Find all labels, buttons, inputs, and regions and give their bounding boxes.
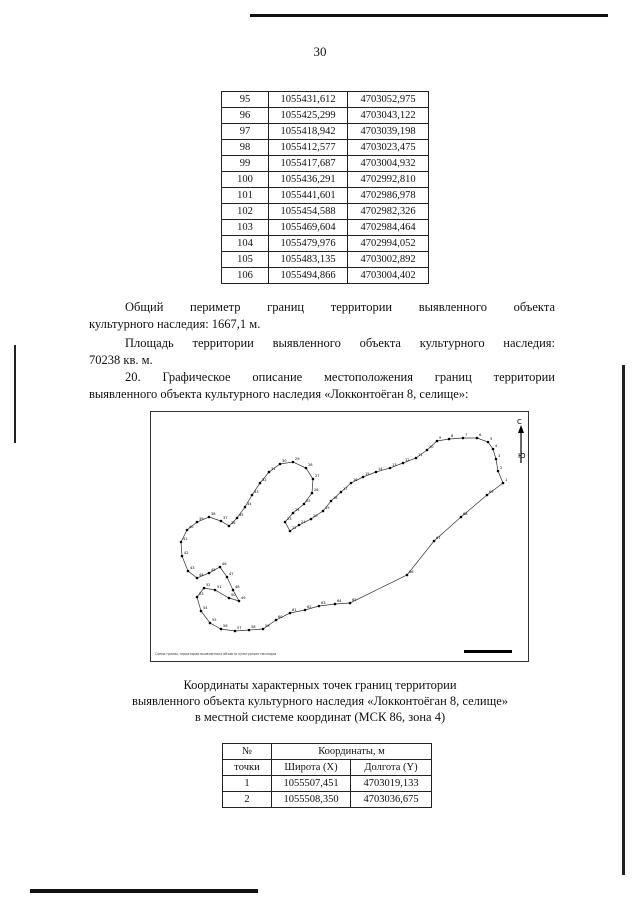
point-number-cell: 1 — [223, 776, 272, 792]
x-coordinate-cell: 1055417,687 — [269, 156, 348, 172]
boundary-point-label: 27 — [315, 474, 320, 478]
boundary-point — [275, 619, 278, 622]
boundary-point-label: 12 — [405, 458, 410, 462]
boundary-polygon — [181, 438, 503, 631]
coordinates-caption — [0, 677, 640, 725]
graphic-line-1: 20. Графическое описание местоположения границ территории — [125, 370, 555, 384]
boundary-point-label: 66 — [409, 570, 414, 574]
boundary-point — [203, 587, 206, 590]
boundary-point-label: 33 — [254, 490, 259, 494]
boundary-point-label: 30 — [282, 459, 287, 463]
table-row — [223, 776, 432, 792]
boundary-point — [304, 609, 307, 612]
perimeter-line-1: Общий периметр границ территории выявленного объекта — [125, 300, 555, 314]
map-footer-note: Схема границ территории выявленного объекта культурного наследия — [155, 652, 277, 656]
boundary-point — [262, 628, 265, 631]
boundary-point — [402, 462, 405, 465]
y-coordinate-cell: 4702982,326 — [348, 204, 429, 220]
boundary-point-label: 61 — [292, 608, 297, 612]
boundary-point — [219, 566, 222, 569]
x-coordinate-cell: 1055425,299 — [269, 108, 348, 124]
boundary-map-svg — [151, 412, 528, 661]
boundary-point — [362, 476, 365, 479]
boundary-point-label: 5 — [490, 437, 493, 441]
boundary-point — [492, 448, 495, 451]
y-coordinate-cell: 4702986,978 — [348, 188, 429, 204]
point-number-cell: 100 — [222, 172, 269, 188]
north-label: С — [517, 418, 522, 426]
y-coordinate-cell: 4703019,133 — [351, 776, 432, 792]
boundary-point — [502, 482, 505, 485]
x-coordinate-cell: 1055479,976 — [269, 236, 348, 252]
scale-bar — [464, 650, 512, 653]
table-row — [222, 156, 429, 172]
boundary-point — [289, 612, 292, 615]
x-coordinate-cell: 1055507,451 — [272, 776, 351, 792]
area-paragraph — [89, 335, 555, 369]
header-x: Широта (X) — [272, 760, 351, 776]
boundary-point-label: 8 — [451, 434, 454, 438]
boundary-point — [208, 572, 211, 575]
boundary-point — [322, 510, 325, 513]
boundary-point — [495, 458, 498, 461]
point-number-cell: 95 — [222, 92, 269, 108]
x-coordinate-cell: 1055483,135 — [269, 252, 348, 268]
boundary-point-label: 48 — [235, 585, 240, 589]
boundary-point — [415, 457, 418, 460]
area-line-2: 70238 кв. м. — [89, 353, 153, 367]
boundary-point — [406, 574, 409, 577]
point-number-cell: 97 — [222, 124, 269, 140]
boundary-point-label: 68 — [463, 512, 468, 516]
boundary-point — [310, 518, 313, 521]
perimeter-line-2: культурного наследия: 1667,1 м. — [89, 317, 261, 331]
boundary-point — [497, 470, 500, 473]
boundary-point-label: 37 — [223, 516, 228, 520]
boundary-point — [375, 471, 378, 474]
boundary-point — [228, 597, 231, 600]
point-number-cell: 104 — [222, 236, 269, 252]
boundary-point-label: 41 — [183, 537, 188, 541]
table-row — [222, 188, 429, 204]
x-coordinate-cell: 1055454,588 — [269, 204, 348, 220]
point-number-cell: 103 — [222, 220, 269, 236]
point-number-cell: 2 — [223, 792, 272, 808]
boundary-point — [220, 628, 223, 631]
boundary-point — [244, 506, 247, 509]
boundary-point — [226, 576, 229, 579]
boundary-point-label: 36 — [231, 521, 236, 525]
y-coordinate-cell: 4703039,198 — [348, 124, 429, 140]
boundary-point — [292, 461, 295, 464]
boundary-point-label: 1 — [505, 478, 508, 482]
table-row — [222, 252, 429, 268]
header-y: Долгота (Y) — [351, 760, 432, 776]
boundary-point-label: 34 — [247, 502, 252, 506]
boundary-point — [426, 449, 429, 452]
bottom-rule — [30, 889, 258, 893]
boundary-point — [311, 492, 314, 495]
boundary-point — [460, 516, 463, 519]
boundary-point — [279, 463, 282, 466]
boundary-point-label: 42 — [184, 551, 189, 555]
boundary-point-label: 35 — [239, 513, 244, 517]
boundary-map — [150, 411, 529, 662]
boundary-point-label: 57 — [237, 626, 242, 630]
perimeter-paragraph — [89, 299, 555, 333]
x-coordinate-cell: 1055418,942 — [269, 124, 348, 140]
boundary-point-label: 58 — [251, 625, 256, 629]
point-number-cell: 96 — [222, 108, 269, 124]
boundary-point — [236, 517, 239, 520]
boundary-point — [349, 602, 352, 605]
boundary-point-label: 44 — [199, 573, 204, 577]
boundary-point-label: 3 — [498, 454, 501, 458]
boundary-point-label: 6 — [479, 433, 482, 437]
x-coordinate-cell: 1055431,612 — [269, 92, 348, 108]
boundary-point — [340, 491, 343, 494]
boundary-point-label: 24 — [295, 508, 300, 512]
boundary-point-label: 4 — [495, 444, 498, 448]
table-row — [222, 140, 429, 156]
table-row — [222, 108, 429, 124]
boundary-point-label: 43 — [190, 566, 195, 570]
page-number: 30 — [313, 44, 327, 59]
boundary-point — [298, 524, 301, 527]
boundary-point — [334, 603, 337, 606]
header-no: № — [223, 744, 272, 760]
boundary-point — [232, 589, 235, 592]
point-number-cell: 106 — [222, 268, 269, 284]
boundary-point-label: 31 — [271, 467, 276, 471]
boundary-point — [389, 467, 392, 470]
boundary-point-label: 19 — [325, 506, 330, 510]
boundary-point-label: 17 — [343, 487, 348, 491]
boundary-point-label: 18 — [333, 496, 338, 500]
graphic-line-2: выявленного объекта культурного наследия «Локконтоёган 8, селище»: — [89, 387, 469, 401]
table-row — [222, 172, 429, 188]
graphic-description-paragraph — [89, 369, 555, 403]
boundary-point-label: 63 — [321, 601, 326, 605]
header-coords: Координаты, м — [272, 744, 432, 760]
y-coordinate-cell: 4702984,464 — [348, 220, 429, 236]
boundary-point-label: 2 — [500, 466, 503, 470]
boundary-point — [228, 525, 231, 528]
y-coordinate-cell: 4703002,892 — [348, 252, 429, 268]
boundary-point-label: 21 — [301, 520, 306, 524]
point-number-cell: 99 — [222, 156, 269, 172]
boundary-point — [303, 503, 306, 506]
boundary-point-label: 13 — [392, 463, 397, 467]
area-line-1: Площадь территории выявленного объекта культурного наследия: — [125, 336, 555, 350]
x-coordinate-cell: 1055494,866 — [269, 268, 348, 284]
boundary-point — [208, 516, 211, 519]
boundary-point — [318, 605, 321, 608]
boundary-point-label: 39 — [199, 517, 204, 521]
table-row — [223, 792, 432, 808]
boundary-point-label: 16 — [353, 478, 358, 482]
boundary-point-label: 11 — [418, 453, 423, 457]
boundary-point — [248, 629, 251, 632]
y-coordinate-cell: 4702994,052 — [348, 236, 429, 252]
boundary-point — [476, 437, 479, 440]
y-coordinate-cell: 4703043,122 — [348, 108, 429, 124]
boundary-point — [284, 521, 287, 524]
x-coordinate-cell: 1055412,577 — [269, 140, 348, 156]
boundary-point-label: 62 — [307, 605, 312, 609]
y-coordinate-cell: 4702992,810 — [348, 172, 429, 188]
boundary-point — [268, 471, 271, 474]
boundary-point-label: 65 — [352, 598, 357, 602]
boundary-point-label: 55 — [212, 618, 217, 622]
boundary-point-label: 25 — [306, 499, 311, 503]
boundary-point-label: 40 — [189, 525, 194, 529]
boundary-point-label: 69 — [489, 490, 494, 494]
boundary-point-label: 15 — [365, 472, 370, 476]
left-margin-mark — [14, 345, 16, 443]
table-row — [222, 236, 429, 252]
boundary-point — [448, 438, 451, 441]
boundary-point-label: 20 — [313, 514, 318, 518]
bottom-coordinates-table — [222, 743, 432, 808]
boundary-point — [186, 529, 189, 532]
boundary-point-label: 56 — [223, 624, 228, 628]
y-coordinate-cell: 4703004,402 — [348, 268, 429, 284]
table-row — [222, 268, 429, 284]
caption-line-3: в местной системе координат (МСК 86, зона 4) — [194, 710, 446, 724]
x-coordinate-cell: 1055508,350 — [272, 792, 351, 808]
boundary-point-label: 51 — [217, 585, 222, 589]
top-coordinates-table — [221, 91, 429, 284]
x-coordinate-cell: 1055441,601 — [269, 188, 348, 204]
point-number-cell: 101 — [222, 188, 269, 204]
boundary-point-label: 49 — [241, 596, 246, 600]
boundary-point-label: 14 — [378, 467, 383, 471]
boundary-point — [487, 441, 490, 444]
top-rule — [250, 14, 608, 17]
boundary-point — [187, 570, 190, 573]
y-coordinate-cell: 4703023,475 — [348, 140, 429, 156]
north-arrow-head-icon — [518, 425, 524, 433]
boundary-point-label: 23 — [287, 517, 292, 521]
boundary-point — [462, 437, 465, 440]
caption-line-2: выявленного объекта культурного наследия «Локконтоёган 8, селище» — [131, 694, 509, 708]
y-coordinate-cell: 4703004,932 — [348, 156, 429, 172]
boundary-point — [196, 577, 199, 580]
boundary-point-label: 50 — [231, 593, 236, 597]
boundary-point-label: 54 — [203, 606, 208, 610]
x-coordinate-cell: 1055436,291 — [269, 172, 348, 188]
boundary-point-label: 53 — [199, 592, 204, 596]
x-coordinate-cell: 1055469,604 — [269, 220, 348, 236]
table-row — [222, 204, 429, 220]
boundary-point — [305, 467, 308, 470]
point-number-cell: 98 — [222, 140, 269, 156]
boundary-point — [486, 494, 489, 497]
header-point: точки — [223, 760, 272, 776]
boundary-point-label: 47 — [229, 572, 234, 576]
boundary-point — [214, 589, 217, 592]
table-row — [222, 124, 429, 140]
y-coordinate-cell: 4703036,675 — [351, 792, 432, 808]
boundary-point — [180, 541, 183, 544]
point-number-cell: 105 — [222, 252, 269, 268]
point-number-cell: 102 — [222, 204, 269, 220]
boundary-point-label: 46 — [222, 562, 227, 566]
boundary-point-label: 45 — [211, 568, 216, 572]
boundary-point — [312, 478, 315, 481]
boundary-point-label: 22 — [292, 526, 297, 530]
boundary-point-label: 60 — [278, 615, 283, 619]
boundary-point — [234, 630, 237, 633]
boundary-point — [196, 521, 199, 524]
table-row — [222, 220, 429, 236]
boundary-point — [181, 555, 184, 558]
boundary-point — [220, 520, 223, 523]
boundary-point — [238, 600, 241, 603]
boundary-point-label: 64 — [337, 599, 342, 603]
boundary-point — [330, 500, 333, 503]
boundary-point — [436, 440, 439, 443]
boundary-point-label: 29 — [295, 457, 300, 461]
boundary-point-label: 52 — [206, 583, 211, 587]
boundary-point — [251, 494, 254, 497]
caption-line-1: Координаты характерных точек границ территории — [183, 678, 457, 692]
boundary-point-label: 38 — [211, 512, 216, 516]
boundary-point-label: 67 — [436, 536, 441, 540]
boundary-point-label: 32 — [262, 478, 267, 482]
boundary-point — [200, 610, 203, 613]
boundary-point-label: 28 — [308, 463, 313, 467]
south-label: Ю — [518, 452, 526, 460]
boundary-point — [196, 596, 199, 599]
boundary-point-label: 7 — [465, 433, 468, 437]
boundary-point — [350, 482, 353, 485]
y-coordinate-cell: 4703052,975 — [348, 92, 429, 108]
right-margin-mark — [622, 365, 625, 875]
boundary-point — [433, 540, 436, 543]
boundary-point — [292, 512, 295, 515]
boundary-point — [289, 530, 292, 533]
boundary-point-label: 10 — [429, 445, 434, 449]
boundary-point — [259, 482, 262, 485]
boundary-point — [209, 622, 212, 625]
table-row — [222, 92, 429, 108]
boundary-point-label: 26 — [314, 488, 319, 492]
boundary-point-label: 9 — [439, 436, 442, 440]
boundary-point-label: 59 — [265, 624, 270, 628]
